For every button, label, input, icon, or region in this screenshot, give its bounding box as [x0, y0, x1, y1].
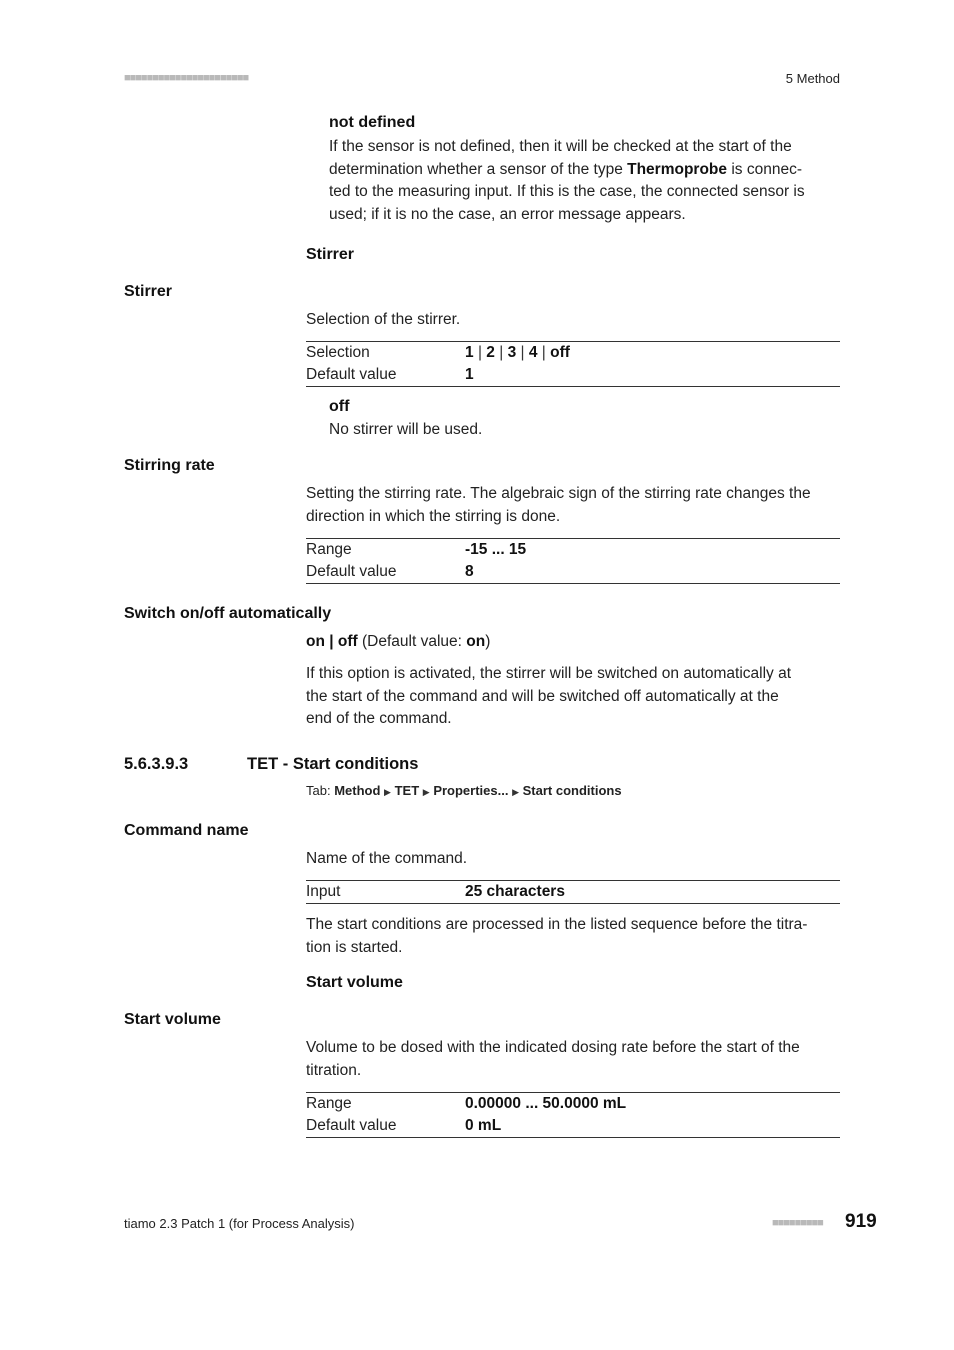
range-value: -15 ... 15 [465, 541, 527, 558]
switch-param-label: Switch on/off automatically [124, 605, 332, 622]
off-description: No stirrer will be used. [329, 421, 483, 438]
input-label: Input [306, 883, 341, 900]
section-number: 5.6.3.9.3 [124, 755, 189, 773]
selection-values: 1 | 2 | 3 | 4 | off [465, 344, 570, 361]
start-conditions-note: The start conditions are processed in the listed sequence before the titra- tion is started. [306, 916, 808, 956]
off-title: off [329, 398, 350, 415]
range-label: Range [306, 1095, 352, 1112]
not-defined-title: not defined [329, 114, 416, 131]
default-value: 0 mL [465, 1117, 502, 1134]
breadcrumb-properties: Properties... [433, 783, 509, 798]
range-label: Range [306, 541, 352, 558]
stirring-rate-label: Stirring rate [124, 457, 215, 474]
stirring-rate-table [306, 538, 840, 584]
selection-label: Selection [306, 344, 370, 361]
table-row [306, 881, 840, 904]
stirring-rate-description: Setting the stirring rate. The algebraic sign of the stirring rate changes the direction in which the stirring is done. [306, 485, 811, 525]
table-row [306, 1093, 840, 1116]
footer-product: tiamo 2.3 Patch 1 (for Process Analysis) [124, 1216, 355, 1231]
start-volume-label: Start volume [124, 1011, 221, 1028]
switch-description: If this option is activated, the stirrer will be switched on automatically at the start of the command and will be switched off automatically at the end of the command. [306, 665, 792, 727]
tab-breadcrumb: Tab: Method ▶ TET ▶ Properties... ▶ Start conditions [306, 783, 622, 798]
table-row [306, 539, 840, 562]
section-title: TET - Start conditions [247, 755, 419, 773]
default-label: Default value [306, 563, 397, 580]
table-row [306, 561, 840, 584]
stirrer-param-label: Stirrer [124, 283, 173, 300]
not-defined-description: If the sensor is not defined, then it will be checked at the start of the determination whether a sensor of the type Thermoprobe is connec- ted to the measuring input. If this is the case, the connected sensor is used; if it is no the case, an error message appears. [329, 138, 805, 223]
breadcrumb-arrow-icon: ▶ [384, 787, 391, 797]
default-label: Default value [306, 366, 397, 383]
breadcrumb-method: Method [334, 783, 381, 798]
stirrer-properties-table [306, 341, 840, 387]
table-row [306, 1115, 840, 1138]
default-label: Default value [306, 1117, 397, 1134]
footer-marker: ■■■■■■■■■ [772, 1217, 823, 1229]
thermoprobe-term: Thermoprobe [627, 160, 728, 178]
command-name-label: Command name [124, 822, 249, 839]
input-value: 25 characters [465, 883, 565, 900]
stirrer-subheading: Stirrer [306, 246, 355, 263]
start-volume-table [306, 1092, 840, 1138]
command-name-table [306, 880, 840, 904]
breadcrumb-start-conditions: Start conditions [522, 783, 622, 798]
switch-options-line: on | off (Default value: on) [306, 633, 491, 650]
header-marker: ■■■■■■■■■■■■■■■■■■■■■■ [124, 72, 249, 84]
table-row [306, 364, 840, 387]
default-value: 8 [465, 563, 474, 580]
table-row [306, 342, 840, 365]
stirrer-description: Selection of the stirrer. [306, 311, 461, 328]
header-chapter: 5 Method [785, 71, 840, 86]
start-volume-description: Volume to be dosed with the indicated dosing rate before the start of the titration. [306, 1039, 800, 1079]
start-volume-subheading: Start volume [306, 974, 403, 991]
breadcrumb-tet: TET [394, 783, 420, 798]
range-value: 0.00000 ... 50.0000 mL [465, 1095, 627, 1112]
breadcrumb-arrow-icon: ▶ [422, 787, 430, 797]
page-number: 919 [845, 1211, 877, 1232]
default-value: 1 [465, 366, 474, 383]
breadcrumb-arrow-icon: ▶ [512, 787, 519, 797]
command-name-description: Name of the command. [306, 850, 468, 867]
